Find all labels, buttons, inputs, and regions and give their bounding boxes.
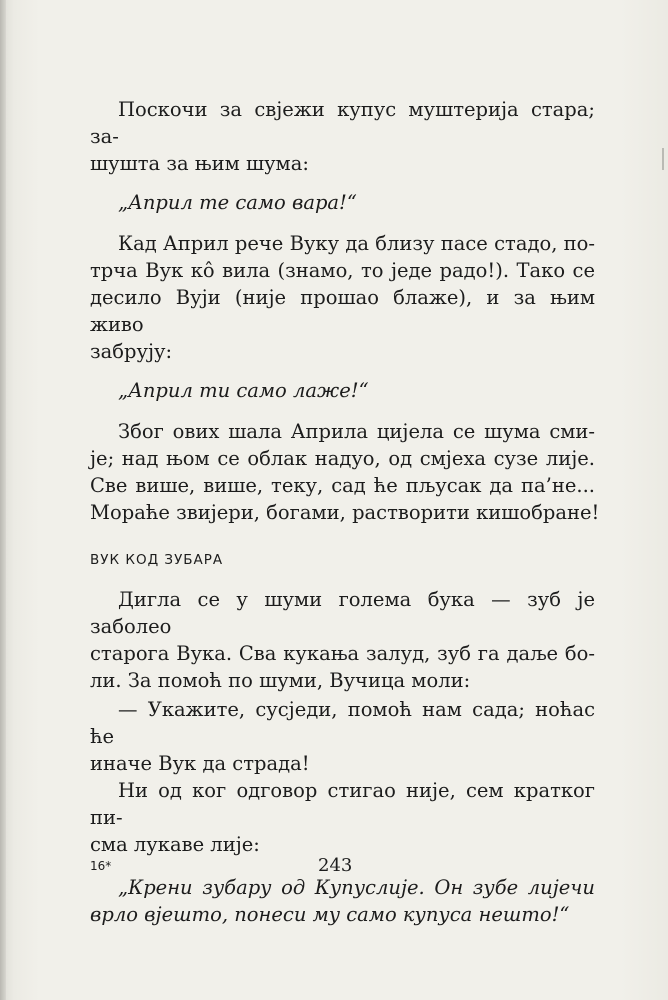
text-line: Ни од ког одговор стигао није, сем кратког пи- [90, 779, 595, 829]
paragraph [90, 96, 595, 177]
quoted-verse [90, 377, 595, 404]
text-line: иначе Вук да страда! [90, 752, 310, 775]
text-line: десило Вуји (није прошао блаже), и за њим живо [90, 286, 595, 336]
section-april [90, 96, 600, 526]
text-line: — Укажите, сусједи, помоћ нам сада; ноћас ће [90, 698, 595, 748]
book-spine-shadow [0, 0, 6, 1000]
page-number: 243 [318, 855, 353, 876]
text-line: забрују: [90, 340, 173, 363]
text-line: шушта за њим шума: [90, 152, 309, 175]
text-line: „Април те само вара!“ [118, 191, 357, 214]
text-line: „Април ти само лаже!“ [118, 379, 369, 402]
text-line: „Крени зубару од Купуслије. Он зубе лијечи [118, 876, 595, 899]
section-heading: ВУК КОД ЗУБАРА [90, 552, 224, 568]
paragraph [90, 230, 595, 365]
paragraph [90, 418, 600, 526]
dialog-paragraph [90, 696, 595, 777]
text-line: је; над њом се облак надуо, од смјеха сузе лије. [90, 447, 595, 470]
text-line: Све више, више, теку, сад ће пљусак да па’не... [90, 474, 595, 497]
text-line: врло вјешто, понеси му само купуса нешто!“ [90, 903, 570, 926]
printer-signature: 16* [90, 859, 112, 873]
text-line: Кад Април рече Вуку да близу пасе стадо, по- [118, 232, 595, 255]
page-edge-mark [654, 148, 664, 170]
quoted-verse [90, 189, 595, 216]
page-footer [0, 855, 668, 885]
text-line: Дигла се у шуми голема бука — зуб је заболео [90, 588, 595, 638]
text-line: старога Вука. Сва кукања залуд, зуб га даље бо- [90, 642, 595, 665]
text-line: Због ових шала Априла цијела се шума сми- [118, 420, 595, 443]
text-line: ли. За помоћ по шуми, Вучица моли: [90, 669, 471, 692]
body-text [90, 96, 600, 942]
text-line: Поскочи за свјежи купус муштерија стара; за- [90, 98, 595, 148]
text-line: сма лукаве лије: [90, 833, 260, 856]
paragraph [90, 586, 595, 694]
text-line: Мораће звијери, богами, растворити кишобране! [90, 501, 600, 524]
paragraph [90, 777, 595, 858]
text-line: трча Вук кô вила (знамо, то једе радо!). Тако се [90, 259, 595, 282]
